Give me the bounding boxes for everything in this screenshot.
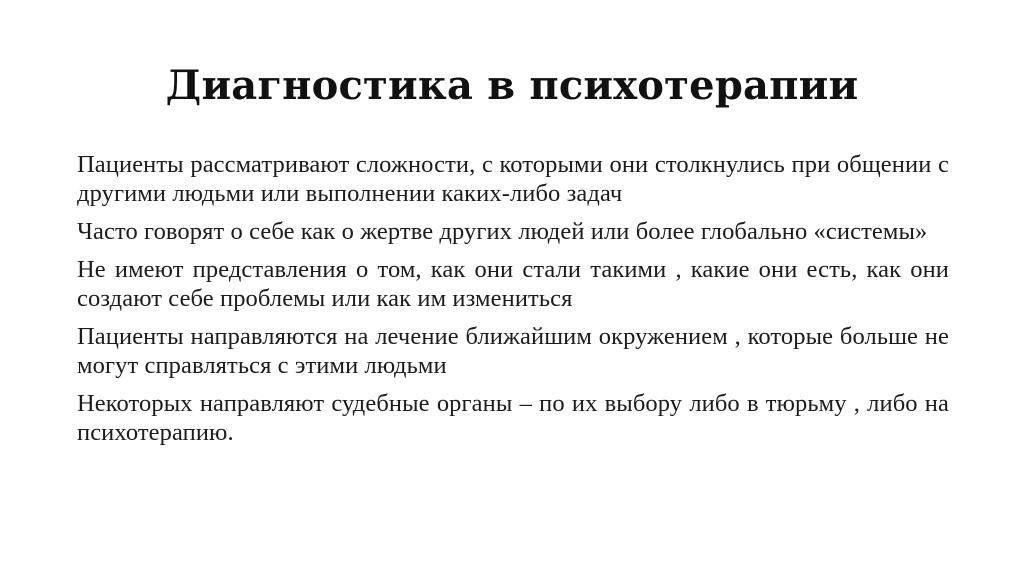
paragraph: Не имеют представления о том, как они стали такими , какие они есть, как они создают себе проблемы или как им измениться [77, 256, 949, 312]
slide-title: Диагностика в психотерапии [165, 62, 859, 109]
paragraph: Пациенты рассматривают сложности, с которыми они столкнулись при общении с другими людьми или выполнении каких-либо задач [77, 151, 949, 207]
paragraph: Некоторых направляют судебные органы – по их выбору либо в тюрьму , либо на психотерапию. [77, 390, 949, 446]
paragraph: Часто говорят о себе как о жертве других людей или более глобально «системы» [77, 218, 928, 245]
slide-body [77, 150, 949, 456]
paragraph: Пациенты направляются на лечение ближайшим окружением , которые больше не могут справляться с этими людьми [77, 323, 949, 379]
